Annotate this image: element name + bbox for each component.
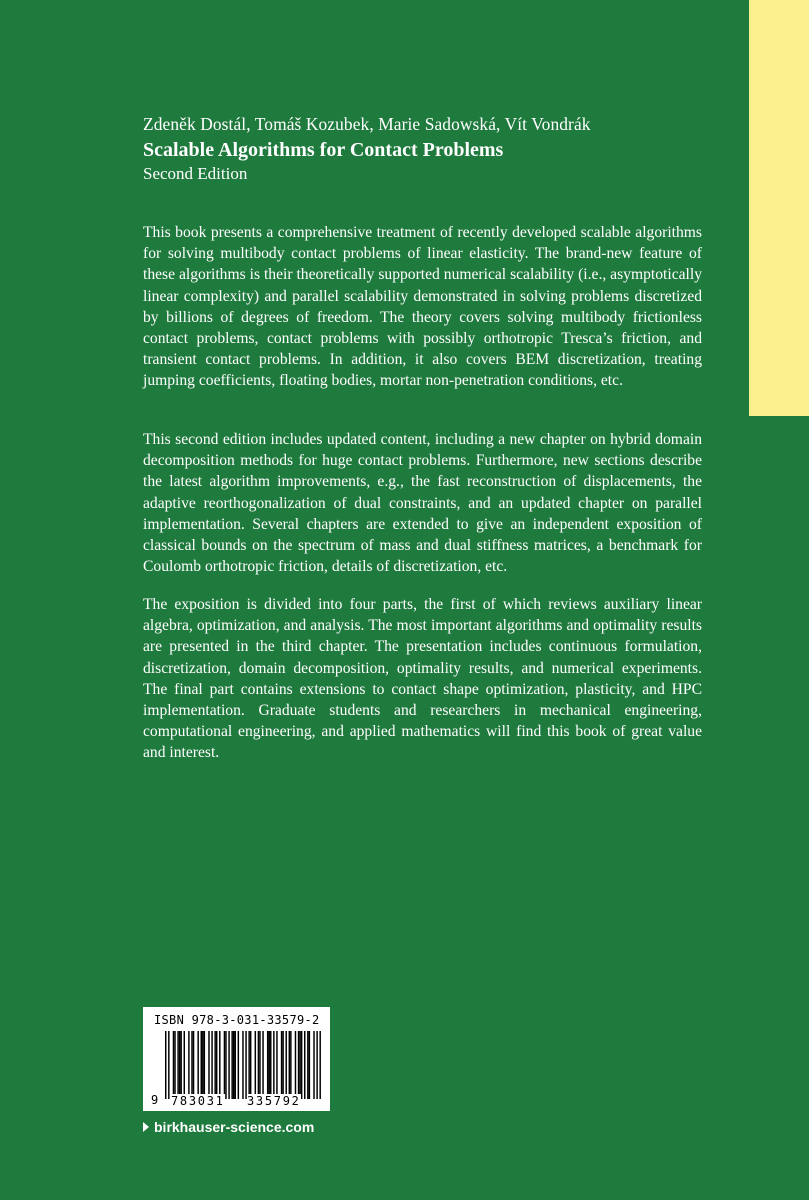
isbn-barcode-box: [143, 1007, 330, 1111]
blurb-paragraph-3: The exposition is divided into four parts, the first of which reviews auxiliary linear algebra, optimization, and analysis. The most important algorithms and optimality results are presented in the third chapter. The presentation includes continuous formulation, discretization, domain decomposition, optimality results, and numerical experiments. The final part contains extensions to contact shape optimization, plasticity, and HPC implementation. Graduate students and researchers in mechanical engineering, computational engineering, and applied mathematics will find this book of great value and interest.: [143, 596, 702, 762]
book-authors: Zdeněk Dostál, Tomáš Kozubek, Marie Sadowská, Vít Vondrák: [143, 114, 591, 134]
isbn-label: ISBN 978-3-031-33579-2: [154, 1013, 320, 1027]
blurb-paragraph-2: This second edition includes updated content, including a new chapter on hybrid domain decomposition methods for huge contact problems. Furthermore, new sections describe the latest algorithm improvements, e.g., the fast reconstruction of displacements, the adaptive reorthogonalization of dual constraints, and an updated chapter on parallel implementation. Several chapters are extended to give an independent exposition of classical bounds on the spectrum of mass and dual stiffness matrices, a benchmark for Coulomb orthotropic friction, details of discretization, etc.: [143, 431, 702, 576]
blurb-paragraph-1: This book presents a comprehensive treatment of recently developed scalable algorithms for solving multibody contact problems of linear elasticity. The brand-new feature of these algorithms is their theoretically supported numerical scalability (i.e., asymptotically linear complexity) and parallel scalability demonstrated in solving problems discretized by billions of degrees of freedom. The theory covers solving multibody frictionless contact problems, contact problems with possibly orthotropic Tresca’s friction, and transient contact problems. In addition, it also covers BEM discretization, treating jumping coefficients, floating bodies, mortar non-penetration conditions, etc.: [143, 224, 702, 390]
book-title: Scalable Algorithms for Contact Problems: [143, 139, 504, 161]
barcode-icon: [165, 1031, 321, 1099]
publisher-url: birkhauser-science.com: [154, 1119, 315, 1135]
barcode-digits-left: 783031: [171, 1094, 225, 1108]
triangle-right-icon: [143, 1122, 149, 1132]
yellow-accent-strip: [749, 0, 809, 416]
book-edition: Second Edition: [143, 164, 248, 183]
barcode-digit-first: 9: [151, 1093, 159, 1107]
barcode-digits-right: 335792: [247, 1094, 301, 1108]
publisher-link[interactable]: [143, 1119, 314, 1135]
